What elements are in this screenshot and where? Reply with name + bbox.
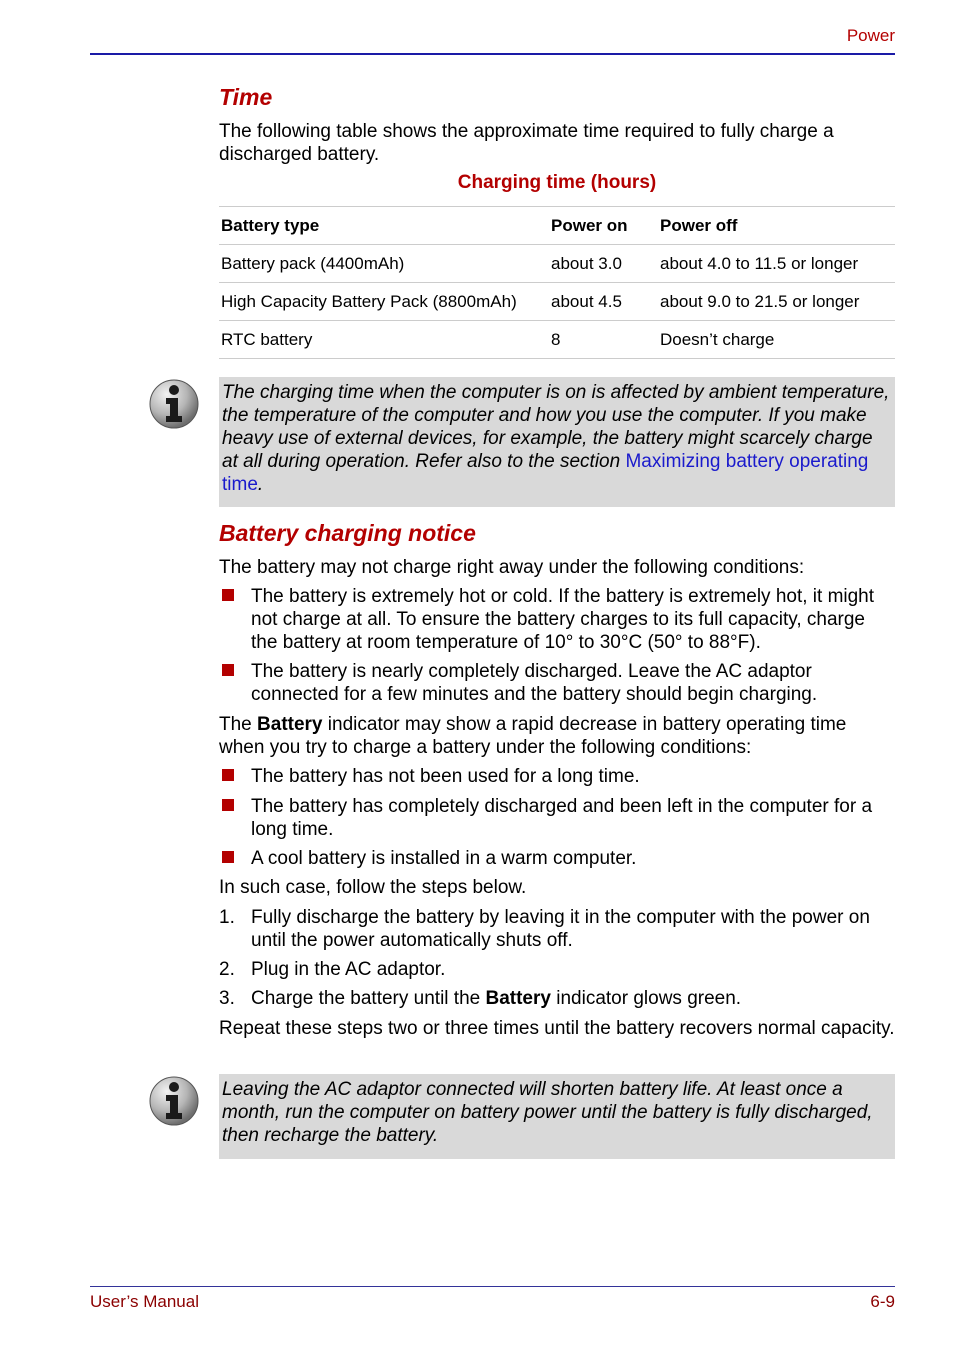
indicator-paragraph [219, 713, 895, 759]
note2-text: Leaving the AC adaptor connected will shorten battery life. At least once a month, run the computer on battery power until the battery is fully discharged, then recharge the battery. [222, 1079, 873, 1146]
step3-pre: Charge the battery until the [251, 988, 486, 1009]
notice-heading-wrap [219, 520, 895, 547]
bullet-square-icon [222, 664, 234, 676]
col-header-power-on: Power on [549, 207, 658, 245]
step-text: Fully discharge the battery by leaving it in the computer with the power on until the power automatically shuts off. [251, 907, 870, 951]
bullet-square-icon [222, 799, 234, 811]
charging-table [219, 206, 895, 359]
steps-intro-wrap [219, 876, 895, 899]
footer-rule [90, 1286, 895, 1287]
step3-bold: Battery [485, 988, 551, 1009]
note-charging-time [219, 377, 895, 507]
notice-bullets-1 [219, 585, 895, 654]
header-rule [90, 53, 895, 55]
notice-intro-wrap [219, 556, 895, 579]
list-item [219, 906, 895, 952]
cell-power-off: about 9.0 to 21.5 or longer [658, 283, 895, 321]
list-item [219, 660, 895, 706]
step-number: 2. [219, 959, 235, 980]
step-text: Plug in the AC adaptor. [251, 959, 446, 980]
cell-power-off: about 4.0 to 11.5 or longer [658, 245, 895, 283]
cell-power-on: 8 [549, 321, 658, 359]
table-caption: Charging time (hours) [457, 172, 657, 193]
col-header-power-off: Power off [658, 207, 895, 245]
notice-bullets-2b [219, 795, 895, 841]
notice-heading: Battery charging notice [219, 520, 476, 546]
footer-page-number: 6-9 [870, 1292, 895, 1311]
list-item [219, 987, 895, 1010]
notice-intro: The battery may not charge right away under the following conditions: [219, 557, 805, 578]
repeat-paragraph-wrap [219, 1017, 895, 1040]
time-intro: The following table shows the approximate time required to fully charge a discharged battery. [219, 121, 834, 165]
table-header-row [219, 207, 895, 245]
col-header-battery-type: Battery type [219, 207, 549, 245]
list-item [219, 765, 895, 788]
list-item [219, 795, 895, 841]
bullet-text: The battery has completely discharged and been left in the computer for a long time. [251, 796, 873, 840]
bullet-text: A cool battery is installed in a warm computer. [251, 848, 637, 869]
charging-table-wrap [219, 206, 895, 359]
cell-battery-type: High Capacity Battery Pack (8800mAh) [219, 283, 549, 321]
cell-battery-type: RTC battery [219, 321, 549, 359]
cell-power-on: about 3.0 [549, 245, 658, 283]
header-section-title: Power [846, 26, 895, 45]
bullet-square-icon [222, 769, 234, 781]
time-section [219, 84, 895, 111]
info-icon [148, 378, 200, 430]
step-number: 3. [219, 988, 235, 1009]
table-row [219, 283, 895, 321]
bullet-square-icon [222, 589, 234, 601]
note1-end: . [257, 474, 264, 495]
steps-intro: In such case, follow the steps below. [219, 877, 527, 898]
footer-manual-title: User’s Manual [90, 1292, 199, 1311]
note1-text: The charging time when the computer is on is affected by ambient temperature, the temperature of the computer and how you use the computer. If you make heavy use of external devices, for example, the battery might scarcely charge at all during operation. Refer also to the section [222, 382, 890, 472]
time-heading: Time [219, 84, 273, 110]
step-number: 1. [219, 907, 235, 928]
notice-bullets-2c [219, 847, 895, 870]
indicator-bold: Battery [257, 714, 323, 735]
notice-bullets-2a [219, 765, 895, 788]
note-ac-adaptor [219, 1074, 895, 1159]
info-icon [148, 1075, 200, 1127]
bullet-text: The battery is nearly completely discharged. Leave the AC adaptor connected for a few minutes and the battery should begin charging. [251, 661, 818, 705]
table-row [219, 245, 895, 283]
indicator-pre: The [219, 714, 258, 735]
bullet-square-icon [222, 851, 234, 863]
bullet-text: The battery has not been used for a long time. [251, 766, 640, 787]
step-2 [219, 958, 895, 981]
step-1 [219, 906, 895, 952]
indicator-post: indicator may show a rapid decrease in battery operating time when you try to charge a battery under the following conditions: [219, 714, 847, 758]
notice-bullets-1b [219, 660, 895, 706]
cell-battery-type: Battery pack (4400mAh) [219, 245, 549, 283]
step-3 [219, 987, 895, 1010]
repeat-paragraph: Repeat these steps two or three times until the battery recovers normal capacity. [219, 1018, 895, 1039]
table-row [219, 321, 895, 359]
list-item [219, 585, 895, 654]
cell-power-off: Doesn’t charge [658, 321, 895, 359]
step3-post: indicator glows green. [550, 988, 742, 1009]
list-item [219, 958, 895, 981]
cell-power-on: about 4.5 [549, 283, 658, 321]
bullet-text: The battery is extremely hot or cold. If the battery is extremely hot, it might not charge at all. To ensure the battery charges to its full capacity, charge the battery at room temperature of 10° to 30°C (50° to 88°F). [251, 586, 875, 653]
maximizing-battery-link[interactable]: Maximizing battery operating time [222, 451, 869, 495]
table-caption-wrap [219, 172, 895, 194]
list-item [219, 847, 895, 870]
time-intro-wrap [219, 120, 895, 166]
